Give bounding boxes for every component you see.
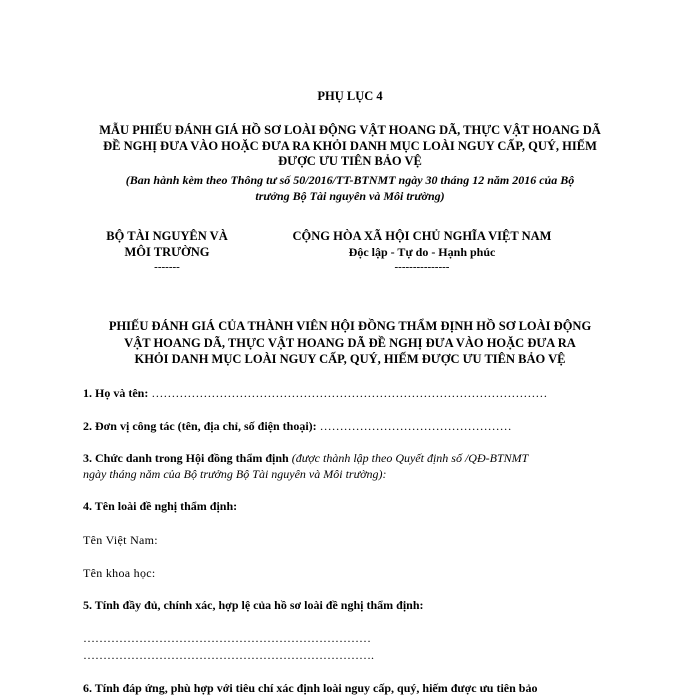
national-header [262,229,582,275]
annex-title: PHỤ LỤC 4 [317,89,383,103]
criteria-label: 6. Tính đáp ứng, phù hợp với tiêu chí xác định loài nguy cấp, quý, hiếm được ưu tiên bảo [83,681,538,695]
form-title-line: ĐƯỢC ƯU TIÊN BẢO VỆ [278,154,422,168]
evaluation-title-line: VẬT HOANG DÃ, THỰC VẬT HOANG DÃ ĐỀ NGHỊ ĐƯA VÀO HOẶC ĐƯA RA [124,335,576,350]
ministry-divider: ------- [154,261,180,273]
evaluation-title-line: PHIẾU ĐÁNH GIÁ CỦA THÀNH VIÊN HỘI ĐỒNG THẨM ĐỊNH HỒ SƠ LOÀI ĐỘNG [108,319,592,333]
ministry-header [78,229,256,275]
full-name-field[interactable] [83,386,618,402]
ministry-name-line: MÔI TRƯỜNG [124,244,210,259]
vietnamese-name-label: Tên Việt Nam: [83,533,158,547]
species-section [83,499,618,515]
completeness-fill-line[interactable]: ……………………………………………………………… [83,631,371,645]
scientific-name-field[interactable] [83,566,618,582]
completeness-fill-line[interactable]: ………………………………………………………………. [83,648,374,662]
position-note: (được thành lập theo Quyết định số /QĐ-BTNMT [288,451,529,465]
form-title-line: MẪU PHIẾU ĐÁNH GIÁ HỒ SƠ LOÀI ĐỘNG VẬT HOANG DÃ, THỰC VẬT HOANG DÃ [99,123,601,137]
criteria-section [83,681,618,697]
issuance-note-line: trưởng Bộ Tài nguyên và Môi trường) [255,189,445,203]
ministry-name-line: BỘ TÀI NGUYÊN VÀ [106,229,228,243]
issuance-note [60,172,640,204]
species-label: 4. Tên loài đề nghị thẩm định: [83,499,238,513]
workplace-fill-line[interactable]: ………………………………………… [316,419,512,433]
national-divider: --------------- [394,261,450,273]
workplace-label: 2. Đơn vị công tác (tên, địa chỉ, số điện thoại): [83,419,317,433]
issuance-note-line: (Ban hành kèm theo Thông tư số 50/2016/TT-BTNMT ngày 30 tháng 12 năm 2016 của Bộ [125,173,575,187]
position-note-continued: ngày tháng năm của Bộ trưởng Bộ Tài nguyên và Môi trường): [83,466,387,481]
scientific-name-label: Tên khoa học: [83,566,156,580]
position-field[interactable] [83,451,618,482]
national-title: CỘNG HÒA XÃ HỘI CHỦ NGHĨA VIỆT NAM [292,229,552,243]
vietnamese-name-field[interactable] [83,533,618,549]
evaluation-title [60,318,640,368]
national-motto: Độc lập - Tự do - Hạnh phúc [348,244,496,259]
workplace-field[interactable] [83,419,618,435]
position-label: 3. Chức danh trong Hội đồng thẩm định [83,451,289,465]
evaluation-title-line: KHỎI DANH MỤC LOÀI NGUY CẤP, QUÝ, HIẾM ĐƯỢC ƯU TIÊN BẢO VỆ [134,352,566,366]
completeness-label: 5. Tính đầy đủ, chính xác, hợp lệ của hồ sơ loài đề nghị thẩm định: [83,598,424,612]
form-title [60,123,640,170]
form-title-line: ĐỀ NGHỊ ĐƯA VÀO HOẶC ĐƯA RA KHỎI DANH MỤC LOÀI NGUY CẤP, QUÝ, HIẾM [103,138,597,153]
full-name-label: 1. Họ và tên: [83,386,149,400]
completeness-section [83,598,618,614]
full-name-fill-line[interactable]: ……………………………………………………………………………………… [148,386,548,400]
